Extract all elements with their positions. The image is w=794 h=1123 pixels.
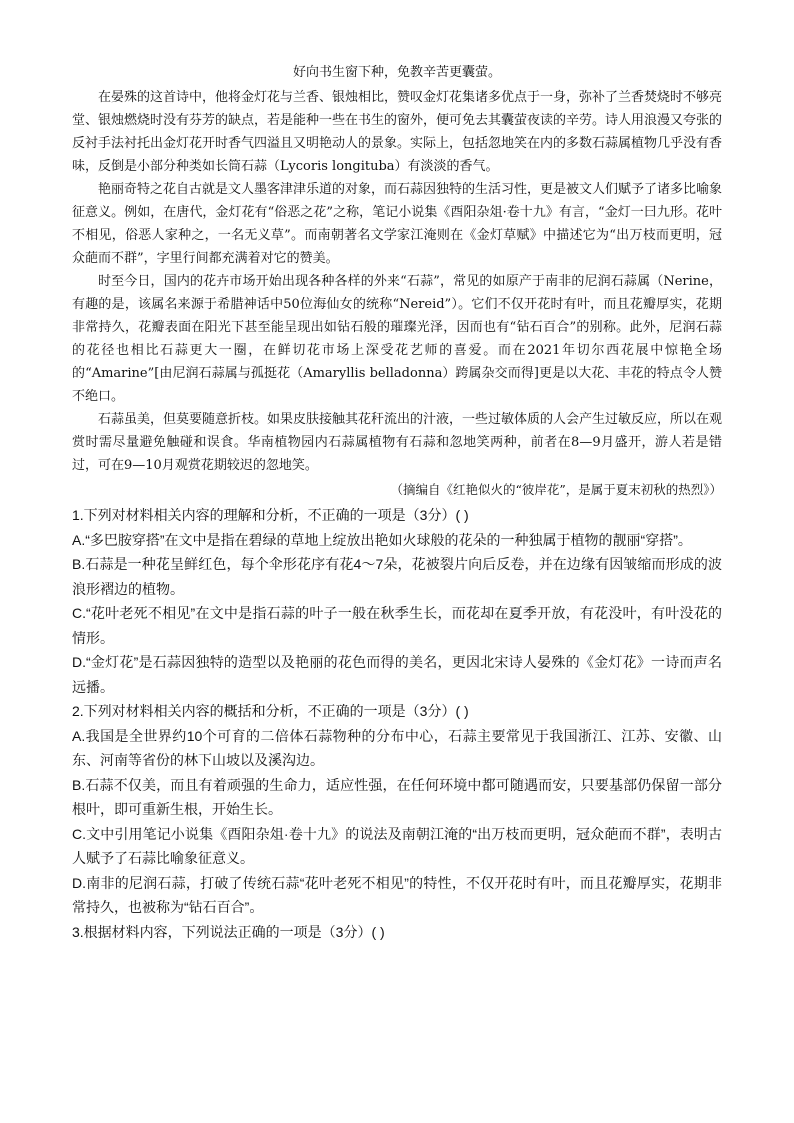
passage-paragraph: 石蒜虽美，但莫要随意折枝。如果皮肤接触其花秆流出的汁液，一些过敏体质的人会产生过敏反应，所以在观赏时需尽量避免触碰和误食。华南植物园内石蒜属植物有石蒜和忽地笑两种，前者在8—9月盛开，游人若是错过，可在9—10月观赏花期较迟的忽地笑。 [72,412,723,473]
option-a: A.“多巴胺穿搭”在文中是指在碧绿的草地上绽放出艳如火球般的花朵的一种独属于植物的靓丽“穿搭”。 [72,531,692,548]
question-stem: 1.下列对材料相关内容的理解和分析，不正确的一项是（3分）( ) [72,507,469,523]
question-stem: 2.下列对材料相关内容的概括和分析，不正确的一项是（3分）( ) [72,703,469,719]
option-d: D.南非的尼润石蒜，打破了传统石蒜“花叶老死不相见”的特性，不仅开花时有叶，而且花瓣厚实，花期非常持久，也被称为“钻石百合”。 [72,874,722,915]
option-a: A.我国是全世界约10个可育的二倍体石蒜物种的分布中心，石蒜主要常见于我国浙江、江苏、安徽、山东、河南等省份的林下山坡以及溪沟边。 [72,727,722,768]
question-stem: 3.根据材料内容，下列说法正确的一项是（3分）( ) [72,923,385,940]
reading-passage [72,62,722,501]
passage-paragraph: 时至今日，国内的花卉市场开始出现各种各样的外来“石蒜”，常见的如原产于南非的尼润石蒜属（Nerine，有趣的是，该属名来源于希腊神话中50位海仙女的统称“Nereid”）。它们不仅开花时有叶，而且花瓣厚实，花期非常持久，花瓣表面在阳光下甚至能呈现出如钻石般的璀璨光泽，因而也有“钻石百合”的别称。此外，尼润石蒜的花径也相比石蒜更大一圈，在鲜切花市场上深受花艺师的喜爱。而在2021年切尔西花展中惊艳全场的“Amarine”[由尼润石蒜属与孤挺花（Amaryllis belladonna）跨属杂交而得]更是以大花、丰花的特点令人赞不绝口。 [72,274,722,404]
option-b: B.石蒜是一种花呈鲜红色，每个伞形花序有花4～7朵，花被裂片向后反卷，并在边缘有因皱缩而形成的波浪形褶边的植物。 [72,556,722,597]
passage-paragraph: 艳丽奇特之花自古就是文人墨客津津乐道的对象，而石蒜因独特的生活习性，更是被文人们赋予了诸多比喻象征意义。例如，在唐代，金灯花有“俗恶之花”之称，笔记小说集《酉阳杂俎·卷十九》有言，“金灯一曰九形。花叶不相见，俗恶人家种之，一名无义草”。而南朝著名文学家江淹则在《金灯草赋》中描述它为“出万枝而更明，冠众葩而不群”，字里行间都充满着对它的赞美。 [72,182,723,266]
question-1 [72,503,722,699]
passage-paragraph: 在晏殊的这首诗中，他将金灯花与兰香、银烛相比，赞叹金灯花集诸多优点于一身，弥补了兰香焚烧时不够亮堂、银烛燃烧时没有芬芳的缺点，若是能种一些在书生的窗外，便可免去其囊萤夜读的辛劳。诗人用浪漫又夸张的反衬手法衬托出金灯花开时香气四溢且又明艳动人的景象。实际上，包括忽地笑在内的多数石蒜属植物几乎没有香味，反倒是小部分种类如长筒石蒜（Lycoris longituba）有淡淡的香气。 [72,90,723,174]
question-3 [72,920,722,945]
option-c: C.“花叶老死不相见”在文中是指石蒜的叶子一般在秋季生长，而花却在夏季开放，有花没叶，有叶没花的情形。 [72,605,722,646]
option-d: D.“金灯花”是石蒜因独特的造型以及艳丽的花色而得的美名，更因北宋诗人晏殊的《金灯花》一诗而声名远播。 [72,654,722,695]
question-2 [72,699,722,920]
poem-line: 好向书生窗下种，免教辛苦更囊萤。 [292,65,501,80]
option-b: B.石蒜不仅美，而且有着顽强的生命力，适应性强，在任何环境中都可随遇而安，只要基部仍保留一部分根叶，即可重新生根，开始生长。 [72,776,722,817]
option-c: C.文中引用笔记小说集《酉阳杂俎·卷十九》的说法及南朝江淹的“出万枝而更明，冠众葩而不群”，表明古人赋予了石蒜比喻象征意义。 [72,825,722,866]
passage-source: （摘编自《红艳似火的“彼岸花”，是属于夏末初秋的热烈》） [390,482,722,497]
